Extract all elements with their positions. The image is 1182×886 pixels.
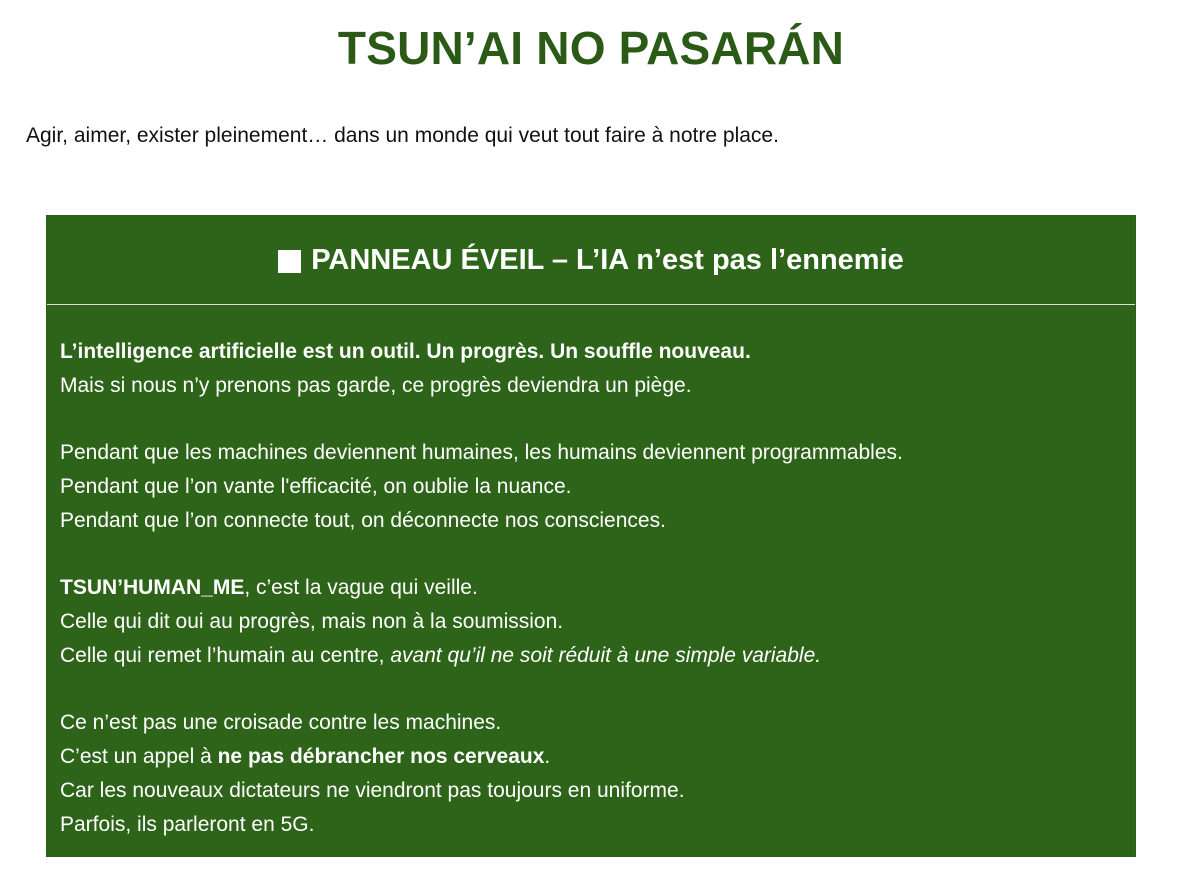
paragraph-contrasts [60,436,1135,538]
conclusion-line-2-end: . [544,745,551,768]
tsunhuman-name: TSUN’HUMAN_ME [60,576,245,599]
paragraph-tsunhuman [60,571,1135,673]
paragraph-intro [60,335,1135,403]
conclusion-line-1: Ce n’est pas une croisade contre les machines. [60,711,502,734]
conclusion-line-2-bold: ne pas débrancher nos cerveaux [217,745,545,768]
intro-statement: L’intelligence artificielle est un outil. Un progrès. Un souffle nouveau. [60,340,751,363]
panel-header [47,216,1135,305]
contrast-line-1: Pendant que les machines deviennent humaines, les humains deviennent programmables. [60,441,903,464]
tsunhuman-line-3 [60,639,1135,673]
page-title: TSUN’AI NO PASARÁN [337,22,845,74]
contrast-line-3: Pendant que l’on connecte tout, on déconnecte nos consciences. [60,509,666,532]
conclusion-line-4: Parfois, ils parleront en 5G. [60,813,315,836]
conclusion-line-2 [60,740,1135,774]
panel-header-label: PANNEAU ÉVEIL – L’IA n’est pas l’ennemie [311,244,904,276]
panel-body [47,305,1135,842]
eveil-panel [46,215,1136,857]
tsunhuman-line-1 [60,571,1135,605]
tsunhuman-line-3-start: Celle qui remet l’humain au centre, [60,644,391,667]
paragraph-conclusion [60,706,1135,842]
tsunhuman-line-1-rest: , c’est la vague qui veille. [244,576,478,599]
conclusion-line-3: Car les nouveaux dictateurs ne viendront pas toujours en uniforme. [60,779,685,802]
tsunhuman-line-3-italic: avant qu’il ne soit réduit à une simple variable. [390,644,822,667]
tsunhuman-line-2: Celle qui dit oui au progrès, mais non à la soumission. [60,610,564,633]
page-subtitle: Agir, aimer, exister pleinement… dans un monde qui veut tout faire à notre place. [26,124,779,147]
intro-warning: Mais si nous n’y prenons pas garde, ce progrès deviendra un piège. [60,374,692,397]
conclusion-line-2-start: C’est un appel à [60,745,218,768]
white-square-icon [278,250,301,273]
contrast-line-2: Pendant que l’on vante l'efficacité, on oublie la nuance. [60,475,572,498]
